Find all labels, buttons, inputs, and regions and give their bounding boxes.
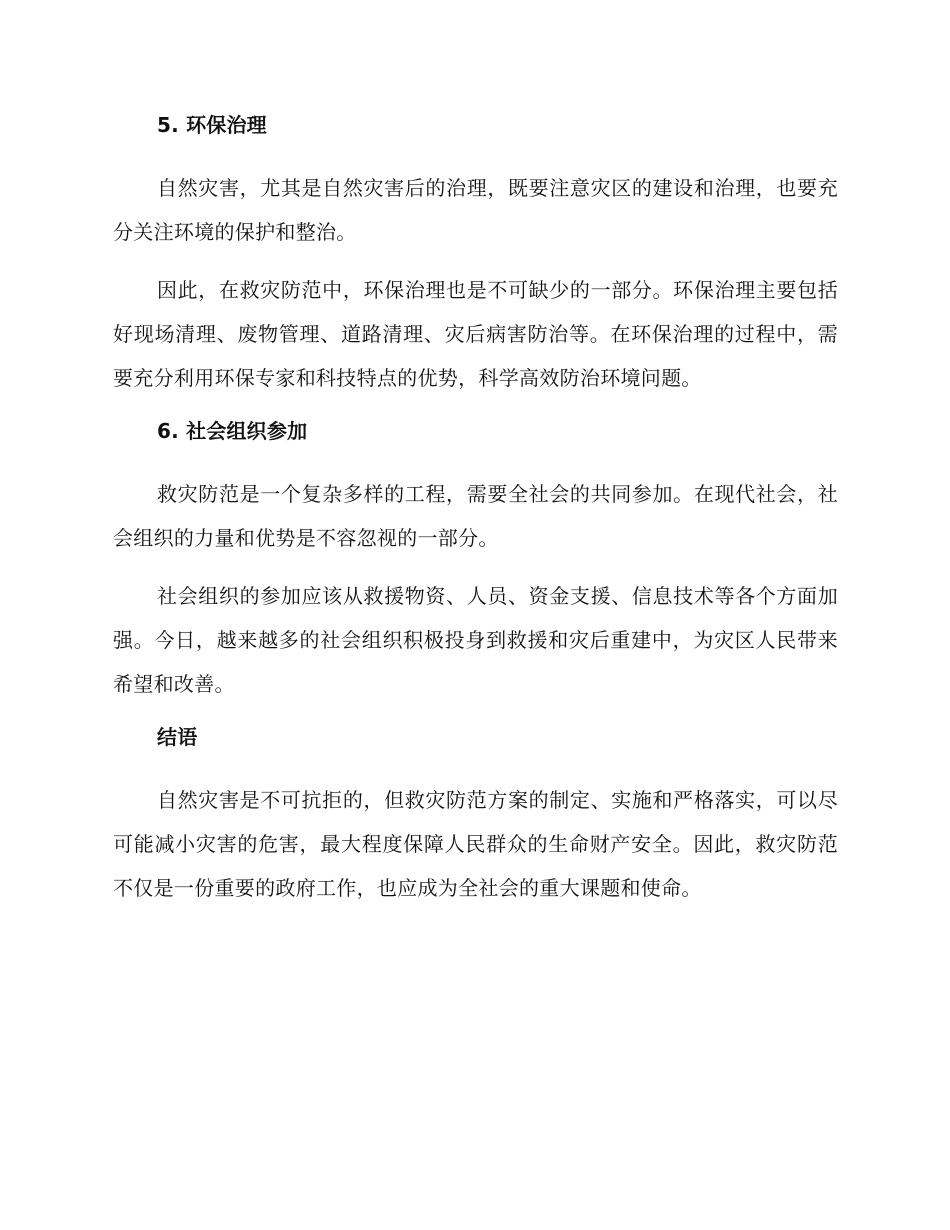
paragraph: 自然灾害是不可抗拒的，但救灾防范方案的制定、实施和严格落实，可以尽可能减小灾害的危害，最大程度保障人民群众的生命财产安全。因此，救灾防范不仅是一份重要的政府工作，也应成为全社会的重大课题和使命。 — [113, 788, 838, 900]
paragraph: 社会组织的参加应该从救援物资、人员、资金支援、信息技术等各个方面加强。今日，越来越多的社会组织积极投身到救援和灾后重建中，为灾区人民带来希望和改善。 — [113, 584, 838, 696]
section-heading-environmental: 5. 环保治理 — [157, 113, 267, 137]
paragraph: 救灾防范是一个复杂多样的工程，需要全社会的共同参加。在现代社会，社会组织的力量和优势是不容忽视的一部分。 — [113, 482, 838, 550]
paragraph: 自然灾害，尤其是自然灾害后的治理，既要注意灾区的建设和治理，也要充分关注环境的保护和整治。 — [113, 176, 838, 244]
section-heading-social-organizations: 6. 社会组织参加 — [157, 419, 308, 443]
paragraph: 因此，在救灾防范中，环保治理也是不可缺少的一部分。环保治理主要包括好现场清理、废物管理、道路清理、灾后病害防治等。在环保治理的过程中，需要充分利用环保专家和科技特点的优势，科学高效防治环境问题。 — [113, 278, 838, 390]
section-heading-conclusion: 结语 — [157, 725, 198, 749]
